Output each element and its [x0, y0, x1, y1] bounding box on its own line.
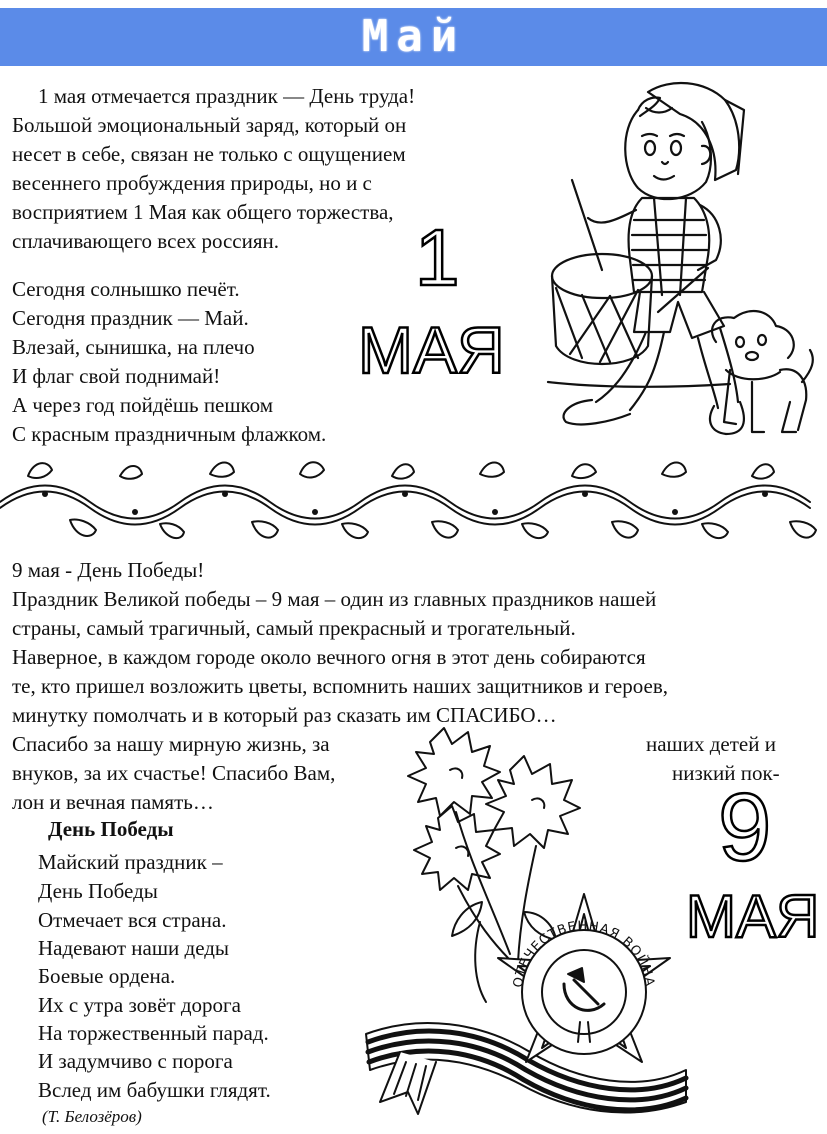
carnations-order-ribbon-illustration — [360, 722, 690, 1128]
page-title: Май — [361, 11, 466, 62]
may9-poem-line-8: И задумчиво с порога — [38, 1049, 233, 1073]
may9-poem-line-2: День Победы — [38, 879, 158, 903]
may9-para-line-3: страны, самый трагичный, самый прекрасный и трогательный. — [12, 616, 576, 640]
may1-poem-line-2: Сегодня праздник — Май. — [12, 306, 249, 330]
may9-split-left-2: внуков, за их счастье! Спасибо Вам, — [12, 761, 336, 785]
may1-para-line-4: весеннего пробуждения природы, но и с — [12, 171, 372, 195]
may9-poem-line-6: Их с утра зовёт дорога — [38, 993, 241, 1017]
may1-big-month: МАЯ — [358, 313, 505, 387]
may1-para-line-2: Большой эмоциональный заряд, который он — [12, 113, 407, 137]
may9-para-line-1: 9 мая - День Победы! — [12, 558, 205, 582]
may1-poem-line-4: И флаг свой поднимай! — [12, 364, 221, 388]
may9-para-line-2: Праздник Великой победы – 9 мая – один из главных праздников нашей — [12, 587, 657, 611]
may9-poem-line-3: Отмечает вся страна. — [38, 908, 227, 932]
may9-poem-line-9: Вслед им бабушки глядят. — [38, 1078, 271, 1102]
may9-poem-author: (Т. Белозёров) — [42, 1107, 142, 1126]
may1-para-line-6: сплачивающего всех россиян. — [12, 229, 280, 253]
may9-big-number: 9 — [718, 774, 772, 881]
may9-poem-line-7: На торжественный парад. — [38, 1021, 269, 1045]
boy-drum-illustration — [530, 70, 820, 460]
may1-poem-line-6: С красным праздничным флажком. — [12, 422, 327, 446]
may1-poem-line-1: Сегодня солнышко печёт. — [12, 277, 240, 301]
may1-poem-line-5: А через год пойдёшь пешком — [12, 393, 274, 417]
may9-poem-line-4: Надевают наши деды — [38, 936, 230, 960]
may9-split-left-1: Спасибо за нашу мирную жизнь, за — [12, 732, 330, 756]
may9-split-right-1: наших детей и — [646, 732, 776, 756]
may1-para-line-5: восприятием 1 Мая как общего торжества, — [12, 200, 394, 224]
floral-divider — [0, 450, 827, 560]
may1-big-number: 1 — [415, 213, 460, 302]
may9-para-line-5: те, кто пришел возложить цветы, вспомнить наших защитников и героев, — [12, 674, 668, 698]
may9-poem-title: День Победы — [48, 817, 174, 841]
may9-poem-line-5: Боевые ордена. — [38, 964, 176, 988]
order-inscription: ОТЕЧЕСТВЕННАЯ ВОЙНА — [511, 918, 657, 989]
may9-para-line-4: Наверное, в каждом городе около вечного огня в этот день собираются — [12, 645, 646, 669]
may9-split-right-2: низкий пок- — [672, 761, 780, 785]
may9-para-line-6: минутку помолчать и в который раз сказать им СПАСИБО… — [12, 703, 557, 727]
may9-poem-line-1: Майский праздник – — [38, 850, 223, 874]
may1-poem-line-3: Влезай, сынишка, на плечо — [12, 335, 255, 359]
may9-big-month: МАЯ — [686, 883, 820, 950]
may1-para-line-1: 1 мая отмечается праздник — День труда! — [38, 84, 416, 108]
may9-split-left-3: лон и вечная память… — [12, 790, 214, 814]
may1-para-line-3: несет в себе, связан не только с ощущением — [12, 142, 406, 166]
